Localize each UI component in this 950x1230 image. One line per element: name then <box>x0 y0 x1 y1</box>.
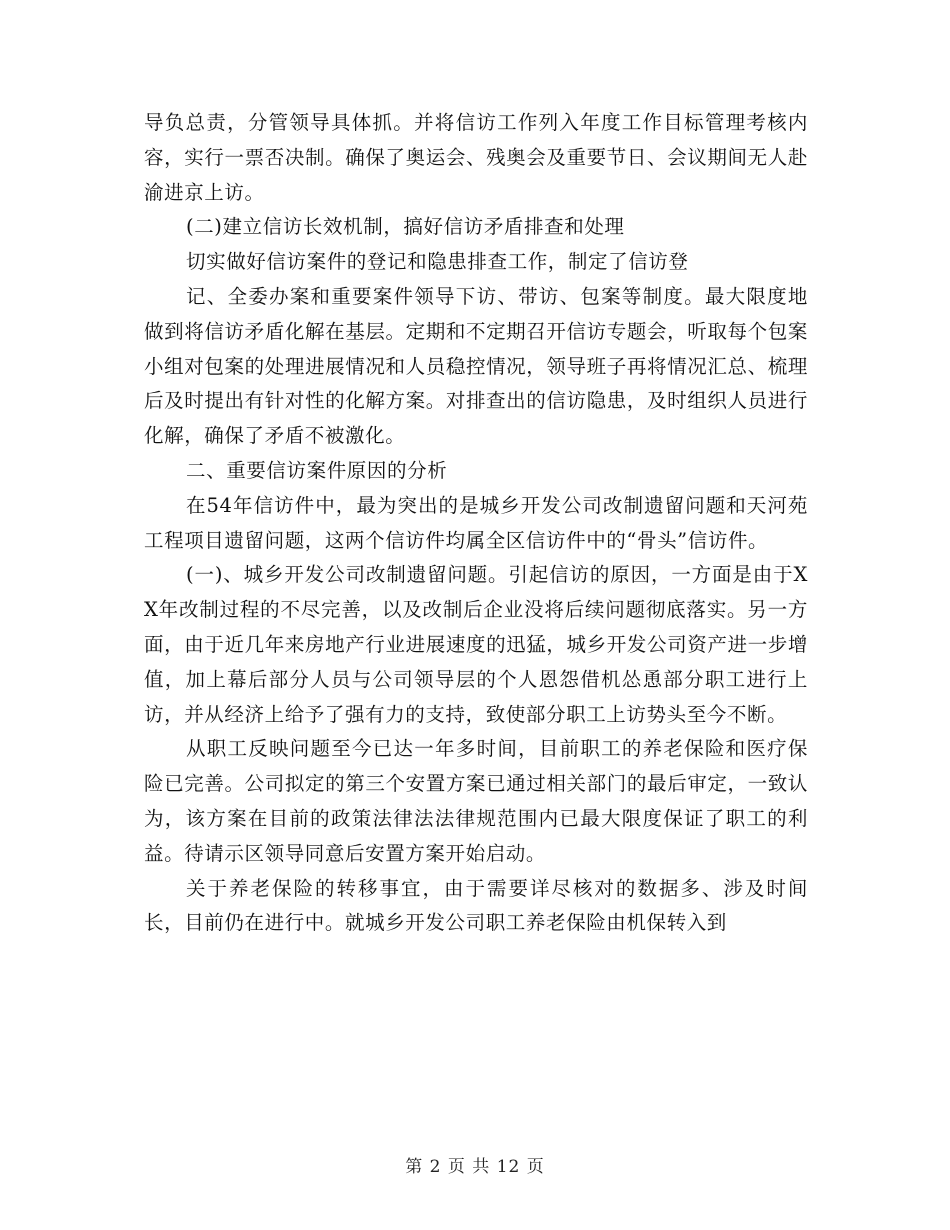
paragraph-2: (二)建立信访长效机制，搞好信访矛盾排查和处理 <box>186 215 625 239</box>
paragraph-4: 记、全委办案和重要案件领导下访、带访、包案等制度。最大限度地做到将信访矛盾化解在基层。定期和不定期召开信访专题会，听取每个包案小组对包案的处理进展情况和人员稳控情况，领导班子再将情况汇总、梳理后及时提出有针对性的化解方案。对排查出的信访隐患，及时组织人员进行化解，确保了矛盾不被激化。 <box>144 284 808 448</box>
page-number-footer: 第 2 页 共 12 页 <box>405 1157 545 1177</box>
paragraph-6: 在54年信访件中，最为突出的是城乡开发公司改制遗留问题和天河苑工程项目遗留问题，这两个信访件均属全区信访件中的“骨头”信访件。 <box>144 493 808 552</box>
document-body <box>144 106 808 941</box>
paragraph-7: (一)、城乡开发公司改制遗留问题。引起信访的原因，一方面是由于XX年改制过程的不尽完善，以及改制后企业没将后续问题彻底落实。另一方面，由于近几年来房地产行业进展速度的迅猛，城乡开发公司资产进一步增值，加上幕后部分人员与公司领导层的个人恩怨借机怂恿部分职工进行上访，并从经济上给予了强有力的支持，致使部分职工上访势头至今不断。 <box>144 563 808 726</box>
paragraph-1: 导负总责，分管领导具体抓。并将信访工作列入年度工作目标管理考核内容，实行一票否决制。确保了奥运会、残奥会及重要节日、会议期间无人赴渝进京上访。 <box>144 111 808 204</box>
paragraph-5: 二、重要信访案件原因的分析 <box>186 458 448 482</box>
paragraph-8: 从职工反映问题至今已达一年多时间，目前职工的养老保险和医疗保险已完善。公司拟定的第三个安置方案已通过相关部门的最后审定，一致认为，该方案在目前的政策法律法法律规范围内已最大限度保证了职工的利益。待请示区领导同意后安置方案开始启动。 <box>144 737 808 865</box>
paragraph-9: 关于养老保险的转移事宜，由于需要详尽核对的数据多、涉及时间长，目前仍在进行中。就城乡开发公司职工养老保险由机保转入到 <box>144 876 808 935</box>
paragraph-3: 切实做好信访案件的登记和隐患排查工作，制定了信访登 <box>186 250 689 274</box>
